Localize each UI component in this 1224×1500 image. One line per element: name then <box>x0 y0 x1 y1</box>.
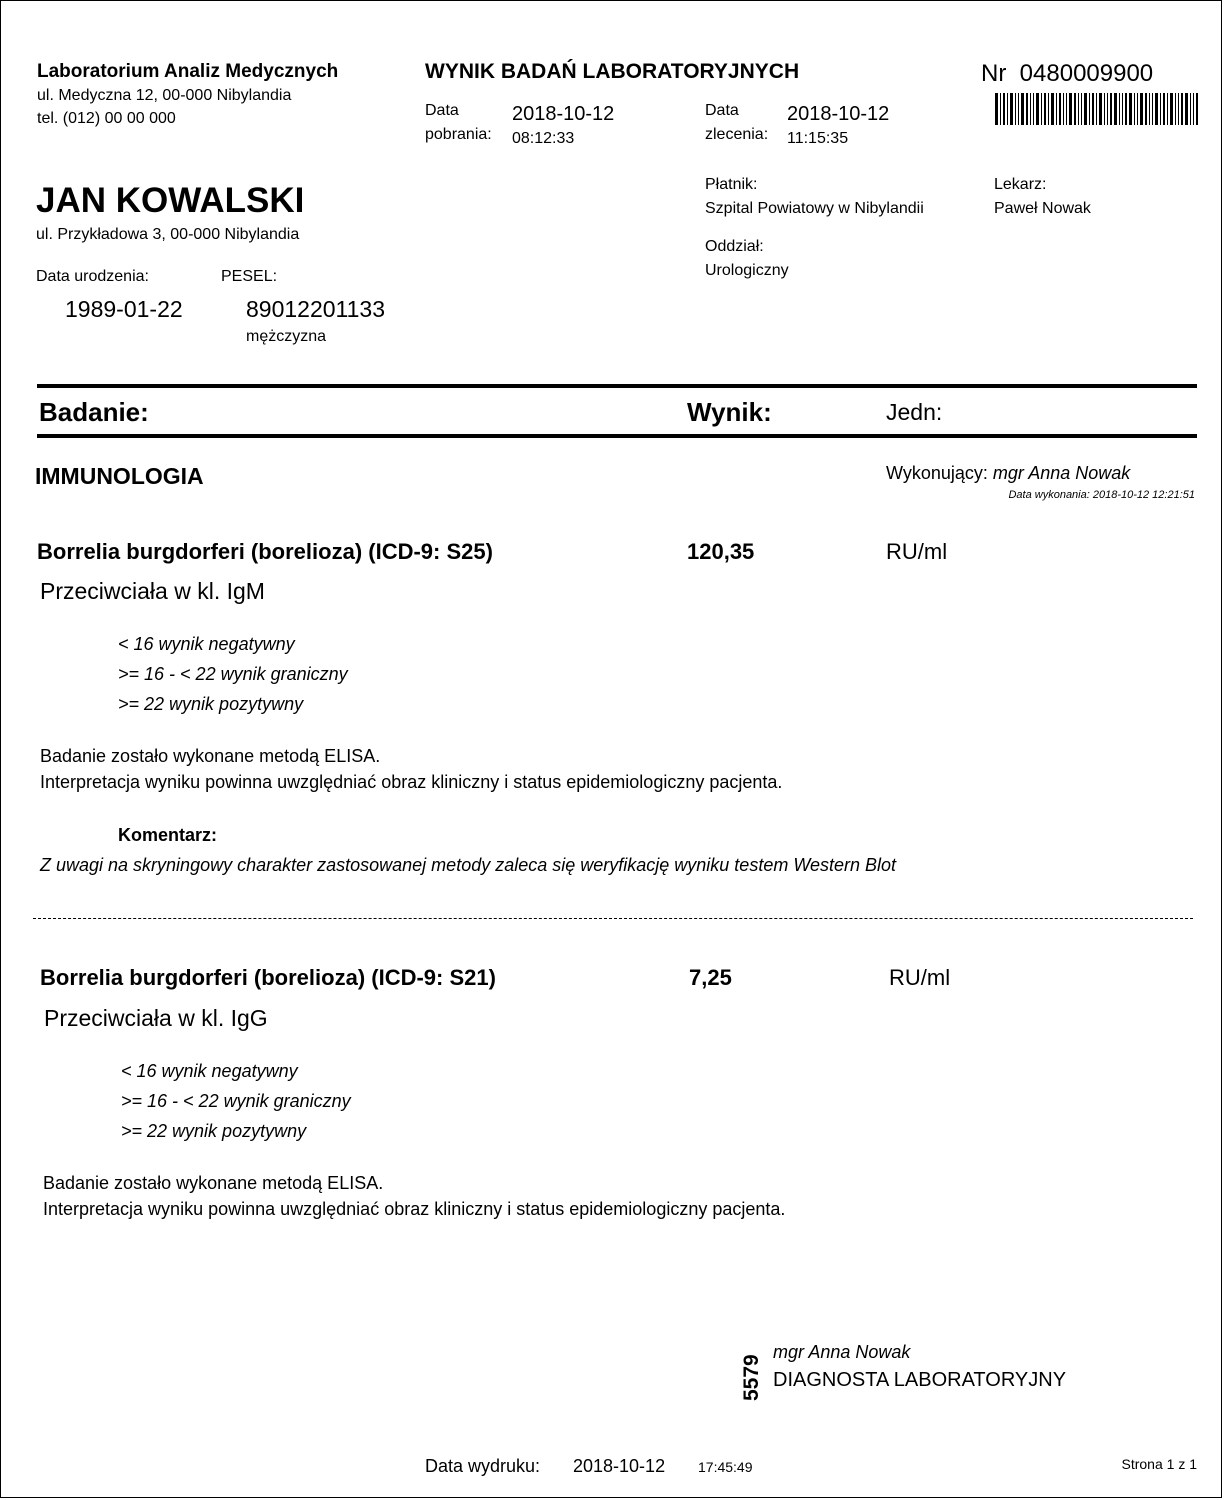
header-result: Wynik: <box>687 397 772 427</box>
signature-name: mgr Anna Nowak <box>773 1342 911 1362</box>
report-number-label: Nr <box>981 60 1007 87</box>
barcode-icon <box>995 93 1198 125</box>
test-1-range-3: >= 22 wynik pozytywny <box>118 694 304 714</box>
performer-name: mgr Anna Nowak <box>992 463 1131 483</box>
test-1-name: Borrelia burgdorferi (borelioza) (ICD-9: S25) <box>37 539 493 564</box>
doctor-label: Lekarz: <box>994 176 1047 193</box>
order-time: 11:15:35 <box>787 130 849 147</box>
report-number-value: 0480009900 <box>1019 60 1154 87</box>
lab-phone: tel. (012) 00 00 000 <box>37 110 176 127</box>
collection-date: 2018-10-12 <box>512 103 615 125</box>
print-label: Data wydruku: <box>425 1456 541 1476</box>
test-1-interpretation: Interpretacja wyniku powinna uwzględniać obraz kliniczny i status epidemiologiczny pacjenta. <box>40 772 783 792</box>
department-label: Oddział: <box>705 238 764 255</box>
collection-label-1: Data <box>425 102 459 119</box>
order-label-2: zlecenia: <box>705 126 769 143</box>
test-1-comment: Z uwagi na skryningowy charakter zastosowanej metody zaleca się weryfikację wyniku testem Western Blot <box>40 855 897 875</box>
test-2-name: Borrelia burgdorferi (borelioza) (ICD-9: S21) <box>40 965 496 990</box>
test-2-method: Badanie zostało wykonane metodą ELISA. <box>43 1173 384 1193</box>
lab-name: Laboratorium Analiz Medycznych <box>37 61 339 82</box>
header-test: Badanie: <box>39 397 149 427</box>
header-top-rule <box>37 384 1197 388</box>
test-1-comment-label: Komentarz: <box>118 825 218 845</box>
patient-name: JAN KOWALSKI <box>36 181 305 220</box>
department-value: Urologiczny <box>705 262 789 279</box>
performer-label: Wykonujący: <box>886 463 988 483</box>
patient-pesel: 89012201133 <box>246 296 385 322</box>
header-bottom-rule <box>37 434 1197 438</box>
page-number: Strona 1 z 1 <box>1121 1456 1197 1472</box>
header-unit: Jedn: <box>886 399 943 425</box>
test-2-range-3: >= 22 wynik pozytywny <box>121 1121 307 1141</box>
test-1-range-2: >= 16 - < 22 wynik graniczny <box>118 664 348 684</box>
patient-dob: 1989-01-22 <box>65 296 183 322</box>
report-number <box>981 60 1153 88</box>
test-2-range-2: >= 16 - < 22 wynik graniczny <box>121 1091 351 1111</box>
payer-value: Szpital Powiatowy w Nibylandii <box>705 200 924 217</box>
order-date: 2018-10-12 <box>787 103 890 125</box>
test-2-range-1: < 16 wynik negatywny <box>121 1061 298 1081</box>
collection-time: 08:12:33 <box>512 130 575 147</box>
section-title: IMMUNOLOGIA <box>35 463 204 489</box>
report-title: WYNIK BADAŃ LABORATORYJNYCH <box>425 60 800 83</box>
test-2-unit: RU/ml <box>889 965 951 990</box>
test-2-subtitle: Przeciwciała w kl. IgG <box>44 1005 268 1031</box>
print-date: 2018-10-12 <box>573 1456 666 1476</box>
pesel-label: PESEL: <box>221 268 278 285</box>
signature-stamp-number: 5579 <box>740 1354 763 1401</box>
performed-date: Data wykonania: 2018-10-12 12:21:51 <box>1008 489 1195 501</box>
patient-sex: mężczyzna <box>246 328 327 345</box>
test-separator <box>33 918 1193 919</box>
print-time: 17:45:49 <box>698 1459 753 1475</box>
test-2-interpretation: Interpretacja wyniku powinna uwzględniać obraz kliniczny i status epidemiologiczny pacjenta. <box>43 1199 786 1219</box>
collection-label-2: pobrania: <box>425 126 492 143</box>
performer <box>886 463 1130 484</box>
test-2-result: 7,25 <box>689 965 732 990</box>
test-1-range-1: < 16 wynik negatywny <box>118 634 295 654</box>
doctor-value: Paweł Nowak <box>994 200 1091 217</box>
test-1-unit: RU/ml <box>886 539 948 564</box>
test-1-method: Badanie zostało wykonane metodą ELISA. <box>40 746 381 766</box>
test-1-subtitle: Przeciwciała w kl. IgM <box>40 578 265 604</box>
dob-label: Data urodzenia: <box>36 268 149 285</box>
order-label-1: Data <box>705 102 739 119</box>
test-1-result: 120,35 <box>687 539 755 564</box>
signature-role: DIAGNOSTA LABORATORYJNY <box>773 1369 1067 1391</box>
lab-address: ul. Medyczna 12, 00-000 Nibylandia <box>37 87 292 104</box>
payer-label: Płatnik: <box>705 176 758 193</box>
patient-address: ul. Przykładowa 3, 00-000 Nibylandia <box>36 226 300 243</box>
